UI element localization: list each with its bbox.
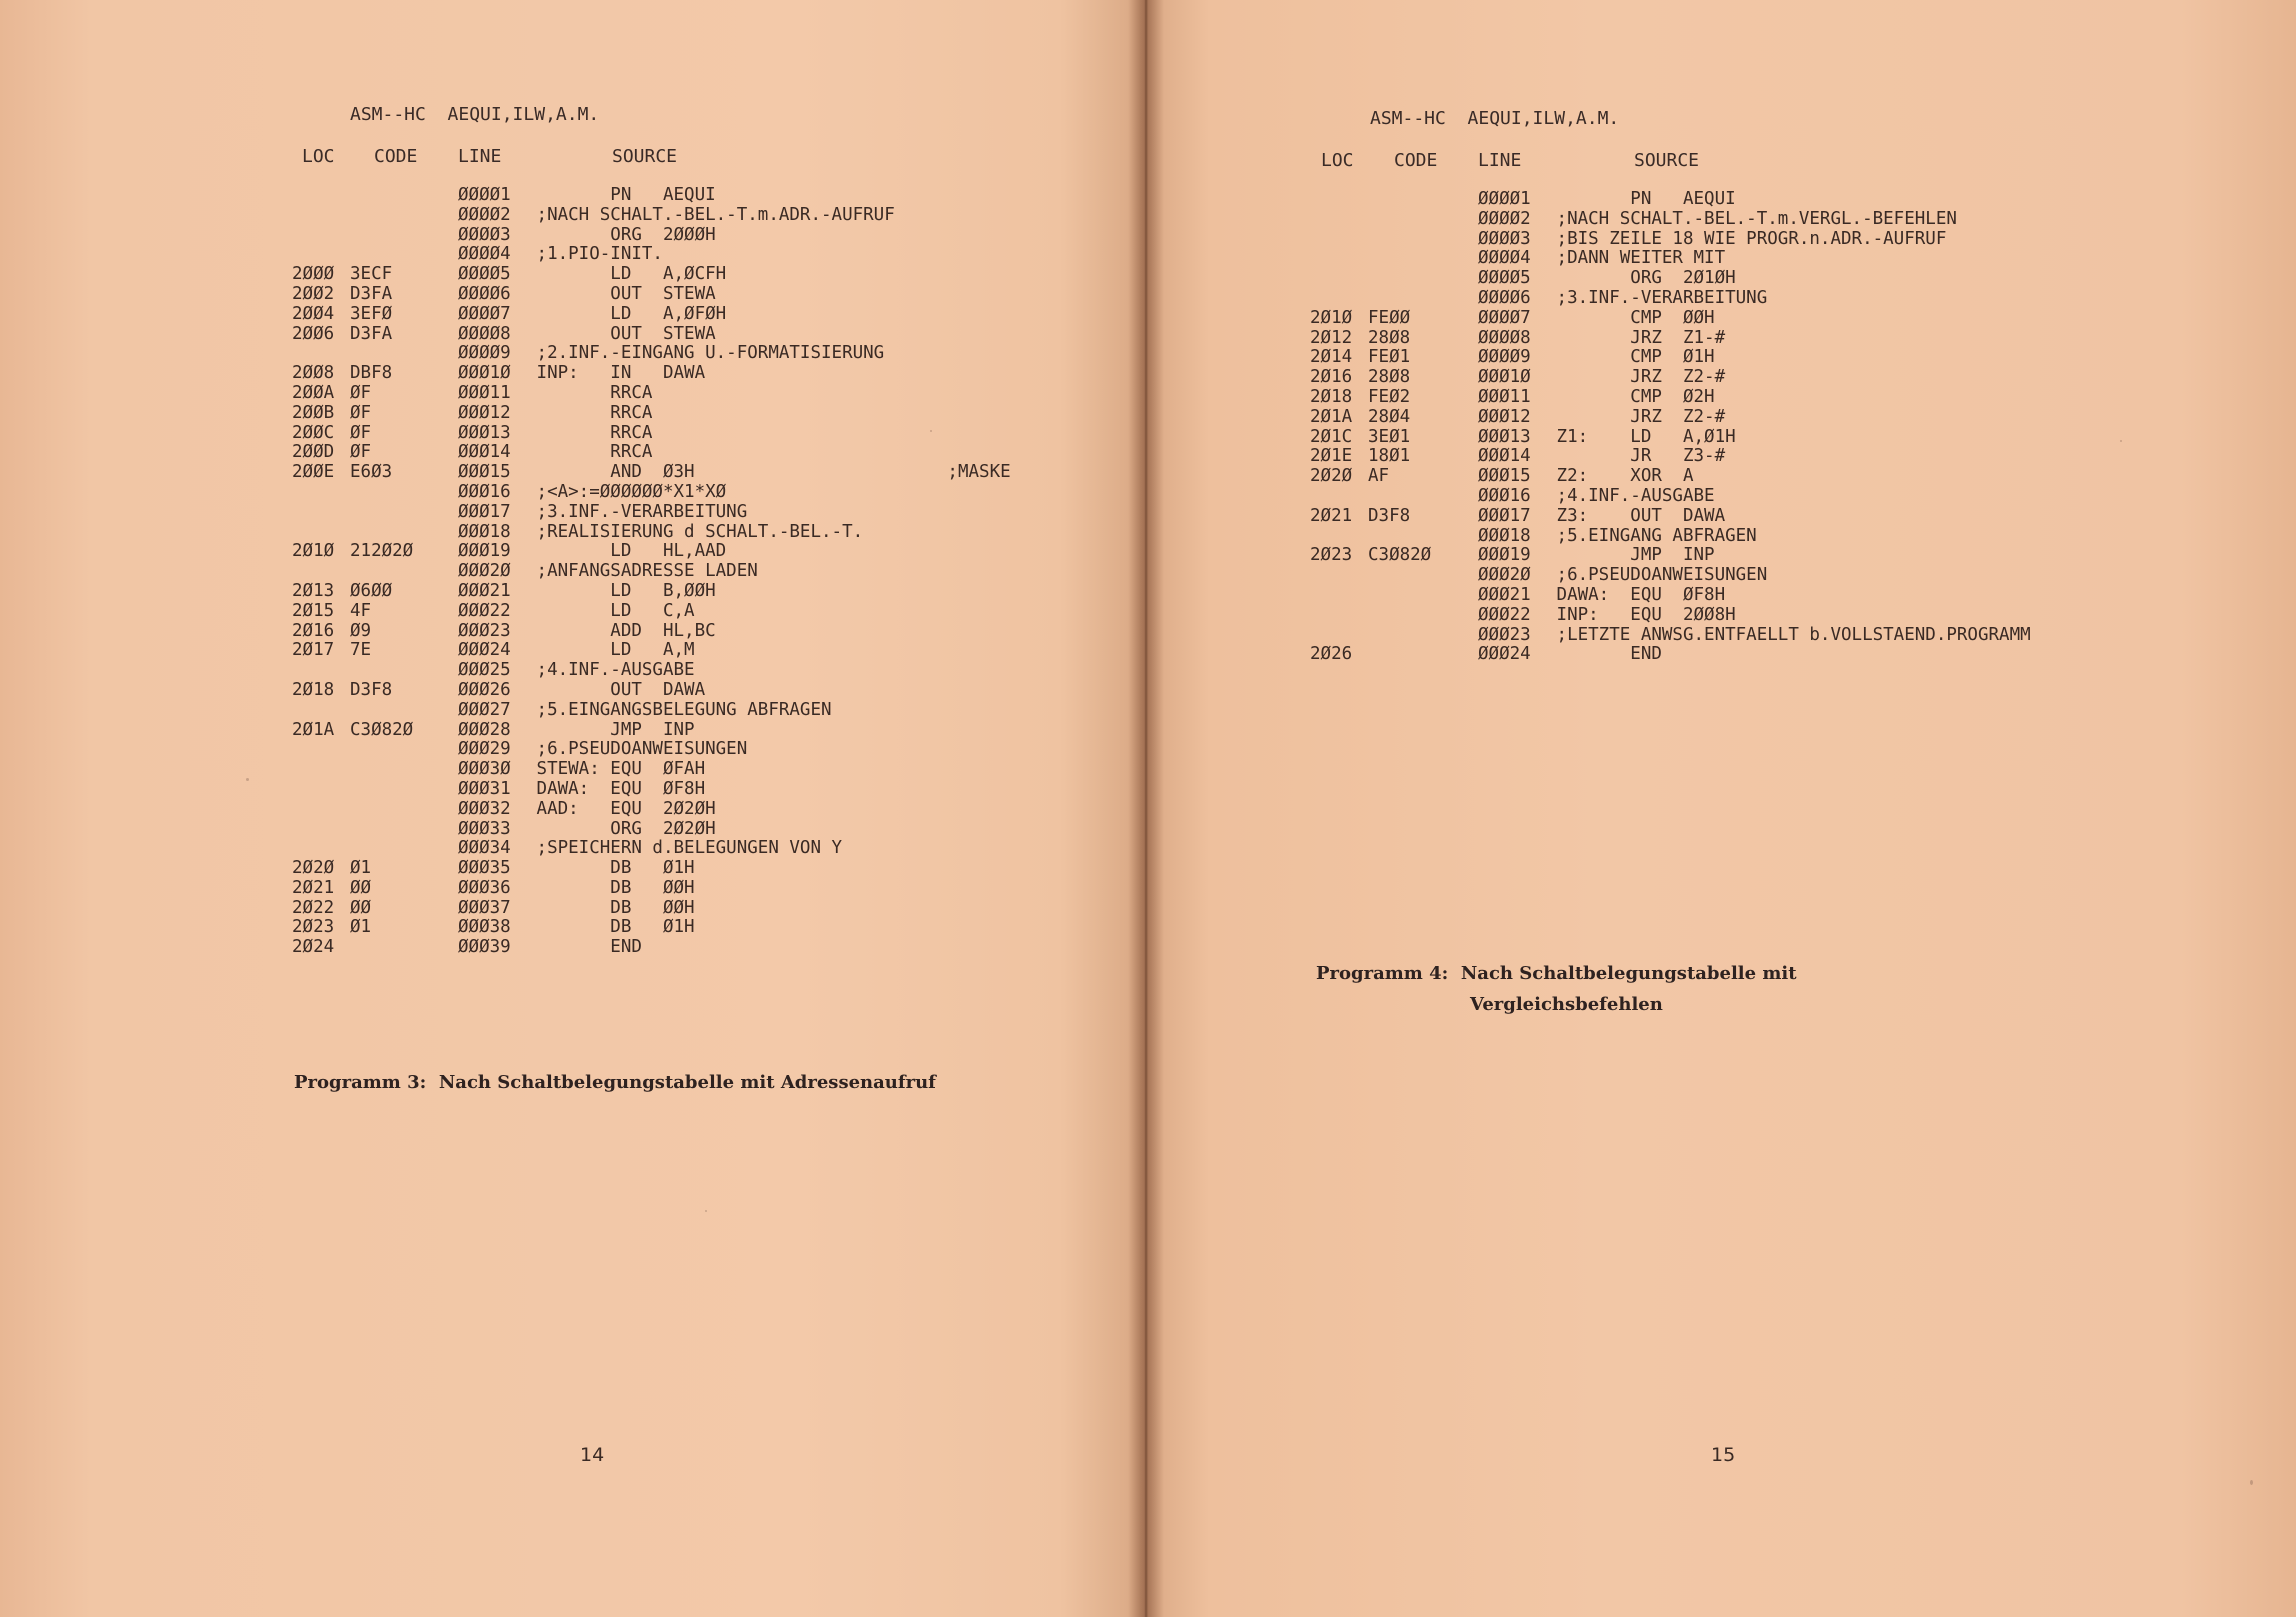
- line-number-cell: ØØØ23: [1478, 624, 1531, 645]
- line-number-cell: ØØØØ8: [458, 323, 511, 344]
- listing-row: [0, 325, 1100, 345]
- source-cell: DAWA: EQU ØF8H: [526, 778, 706, 799]
- listing-row: [0, 721, 1100, 741]
- source-cell: ;LETZTE ANWSG.ENTFAELLT b.VOLLSTAEND.PROGRAMM: [1546, 624, 2031, 645]
- listing-row: [0, 938, 1100, 958]
- caption-label: Programm 3:: [294, 1072, 427, 1093]
- line-number-cell: ØØØ16: [1478, 485, 1531, 506]
- line-number-cell: ØØØ1Ø: [1478, 367, 1531, 388]
- source-cell: ADD HL,BC: [526, 620, 716, 641]
- source-cell: DAWA: EQU ØF8H: [1546, 584, 1726, 605]
- listing-row: [0, 562, 1100, 582]
- code-cell: E6Ø3: [350, 462, 393, 483]
- code-cell: ØF: [350, 402, 372, 423]
- code-cell: ØF: [350, 442, 372, 463]
- line-number-cell: ØØØ29: [458, 739, 511, 760]
- line-number-cell: ØØØ19: [1478, 545, 1531, 566]
- column-source-header: SOURCE: [1634, 150, 1700, 171]
- line-number-cell: ØØØ12: [458, 402, 511, 423]
- code-cell: D3FA: [350, 283, 393, 304]
- listing-row: [0, 226, 1100, 246]
- loc-cell: 2Ø2Ø: [1310, 466, 1353, 487]
- listing-row: [1140, 626, 2260, 646]
- source-cell: ORG 2Ø1ØH: [1546, 268, 1736, 289]
- source-cell: RRCA: [526, 402, 653, 423]
- listing-row: [0, 404, 1100, 424]
- loc-cell: 2Ø1Ø: [1310, 307, 1353, 328]
- line-number-cell: ØØØ13: [1478, 426, 1531, 447]
- line-number-cell: ØØØØ4: [1478, 248, 1531, 269]
- listing-row: [1140, 527, 2260, 547]
- column-line-header: LINE: [1478, 150, 1522, 171]
- listing-row: [1140, 428, 2260, 448]
- left-page: [0, 0, 1140, 1617]
- column-loc-header: LOC: [1321, 150, 1354, 171]
- line-number-cell: ØØØ12: [1478, 406, 1531, 427]
- source-cell: ;<A>:=ØØØØØØ*X1*XØ: [526, 481, 727, 502]
- listing-row: [1140, 566, 2260, 586]
- line-number-cell: ØØØ21: [1478, 584, 1531, 605]
- source-cell: PN AEQUI: [1546, 189, 1736, 209]
- listing-row: [1140, 368, 2260, 388]
- loc-cell: 2ØØD: [292, 442, 335, 463]
- source-cell: ;NACH SCHALT.-BEL.-T.m.VERGL.-BEFEHLEN: [1546, 208, 1957, 229]
- loc-cell: 2Ø1E: [1310, 446, 1353, 467]
- line-number-cell: ØØØ37: [458, 897, 511, 918]
- listing-row: [0, 186, 1100, 206]
- line-number-cell: ØØØ35: [458, 858, 511, 879]
- loc-cell: 2ØØE: [292, 462, 335, 483]
- loc-cell: 2Ø1A: [292, 719, 335, 740]
- caption-label: Programm 4:: [1316, 963, 1449, 984]
- code-cell: 3EØ1: [1368, 426, 1411, 447]
- source-cell: JRZ Z1-#: [1546, 327, 1726, 348]
- source-cell: JR Z3-#: [1546, 446, 1726, 467]
- code-cell: 3ECF: [350, 264, 393, 285]
- source-cell: LD A,M: [526, 640, 695, 661]
- listing-row: [1140, 606, 2260, 626]
- program-caption: [294, 1072, 936, 1093]
- line-number-cell: ØØØ11: [1478, 386, 1531, 407]
- loc-cell: 2ØØB: [292, 402, 335, 423]
- line-number-cell: ØØØ36: [458, 877, 511, 898]
- source-cell: OUT STEWA: [526, 283, 716, 304]
- loc-cell: 2ØØØ: [292, 264, 335, 285]
- source-cell: ORG 2Ø2ØH: [526, 818, 716, 839]
- line-number-cell: ØØØ22: [458, 600, 511, 621]
- source-cell: ;BIS ZEILE 18 WIE PROGR.n.ADR.-AUFRUF: [1546, 228, 1947, 249]
- line-number-cell: ØØØ19: [458, 541, 511, 562]
- source-cell: ;6.PSEUDOANWEISUNGEN: [1546, 565, 1768, 586]
- listing-row: [1140, 546, 2260, 566]
- column-code-header: CODE: [374, 146, 418, 167]
- source-cell: AAD: EQU 2Ø2ØH: [526, 798, 716, 819]
- line-number-cell: ØØØ26: [458, 679, 511, 700]
- source-cell: JMP INP: [526, 719, 695, 740]
- line-number-cell: ØØØØ7: [1478, 307, 1531, 328]
- listing-row: [1140, 210, 2260, 230]
- loc-cell: 2Ø2Ø: [292, 858, 335, 879]
- source-cell: JRZ Z2-#: [1546, 367, 1726, 388]
- listing-row: [0, 681, 1100, 701]
- source-cell: CMP Ø1H: [1546, 347, 1715, 368]
- code-cell: Ø1: [350, 917, 372, 938]
- code-cell: D3F8: [1368, 505, 1411, 526]
- loc-cell: 2Ø1Ø: [292, 541, 335, 562]
- code-cell: AF: [1368, 466, 1390, 487]
- page-number: 15: [1711, 1444, 1736, 1466]
- source-cell: ;4.INF.-AUSGABE: [526, 660, 695, 681]
- code-cell: DBF8: [350, 363, 393, 384]
- source-cell: ;4.INF.-AUSGABE: [1546, 485, 1715, 506]
- caption-text: Nach Schaltbelegungstabelle mit Adressenaufruf: [438, 1072, 936, 1093]
- loc-cell: 2ØØC: [292, 422, 335, 443]
- listing-row: [0, 483, 1100, 503]
- caption-text: Nach Schaltbelegungstabelle mit: [1460, 963, 1797, 984]
- line-number-cell: ØØØ23: [458, 620, 511, 641]
- line-number-cell: ØØØØ4: [458, 244, 511, 265]
- listing-row: [1140, 269, 2260, 289]
- line-number-cell: ØØØ2Ø: [458, 561, 511, 582]
- line-number-cell: ØØØØ9: [458, 343, 511, 364]
- line-number-cell: ØØØ21: [458, 580, 511, 601]
- source-cell: OUT STEWA: [526, 323, 716, 344]
- listing-row: [0, 800, 1100, 820]
- code-cell: 28Ø8: [1368, 367, 1411, 388]
- line-number-cell: ØØØØ8: [1478, 327, 1531, 348]
- listing-row: [1140, 408, 2260, 428]
- line-number-cell: ØØØØ2: [1478, 208, 1531, 229]
- right-page: [1140, 0, 2296, 1617]
- listing-row: [0, 622, 1100, 642]
- listing-row: [0, 602, 1100, 622]
- listing-row: [1140, 447, 2260, 467]
- listing-row: [0, 523, 1100, 543]
- program-caption: [1316, 963, 1797, 984]
- line-number-cell: ØØØØ6: [1478, 287, 1531, 308]
- loc-cell: 2Ø15: [292, 600, 335, 621]
- listing-row: [0, 859, 1100, 879]
- line-number-cell: ØØØ27: [458, 699, 511, 720]
- source-cell: STEWA: EQU ØFAH: [526, 759, 706, 780]
- source-cell: LD C,A: [526, 600, 695, 621]
- loc-cell: 2ØØ4: [292, 303, 335, 324]
- code-cell: 7E: [350, 640, 372, 661]
- loc-cell: 2Ø16: [292, 620, 335, 641]
- source-cell: ORG 2ØØØH: [526, 224, 716, 245]
- listing-row: [1140, 289, 2260, 309]
- listing-row: [1140, 348, 2260, 368]
- code-cell: Ø9: [350, 620, 372, 641]
- source-cell: CMP Ø2H: [1546, 386, 1715, 407]
- source-cell: AND Ø3H ;MASKE: [526, 462, 1011, 483]
- source-cell: ;2.INF.-EINGANG U.-FORMATISIERUNG: [526, 343, 885, 364]
- code-cell: 18Ø1: [1368, 446, 1411, 467]
- column-code-header: CODE: [1394, 150, 1438, 171]
- line-number-cell: ØØØ1Ø: [458, 363, 511, 384]
- listing-row: [0, 305, 1100, 325]
- line-number-cell: ØØØ14: [1478, 446, 1531, 467]
- source-cell: INP: EQU 2ØØ8H: [1546, 604, 1736, 625]
- code-cell: Ø1: [350, 858, 372, 879]
- source-cell: ;REALISIERUNG d SCHALT.-BEL.-T.: [526, 521, 864, 542]
- paper-speck: [2120, 440, 2122, 442]
- listing-row: [0, 344, 1100, 364]
- loc-cell: 2ØØ6: [292, 323, 335, 344]
- code-cell: C3Ø82Ø: [1368, 545, 1432, 566]
- column-source-header: SOURCE: [612, 146, 678, 167]
- listing-row: [0, 879, 1100, 899]
- source-cell: LD HL,AAD: [526, 541, 727, 562]
- source-cell: DB ØØH: [526, 897, 695, 918]
- listing-row: [0, 285, 1100, 305]
- source-cell: RRCA: [526, 382, 653, 403]
- paper-speck: [930, 430, 932, 432]
- listing-row: [1140, 507, 2260, 527]
- code-cell: 3EFØ: [350, 303, 393, 324]
- listing-row: [1140, 487, 2260, 507]
- line-number-cell: ØØØ25: [458, 660, 511, 681]
- listing-row: [1140, 388, 2260, 408]
- line-number-cell: ØØØ39: [458, 937, 511, 958]
- code-cell: C3Ø82Ø: [350, 719, 414, 740]
- line-number-cell: ØØØ38: [458, 917, 511, 938]
- line-number-cell: ØØØ33: [458, 818, 511, 839]
- loc-cell: 2ØØ2: [292, 283, 335, 304]
- line-number-cell: ØØØØ1: [458, 185, 511, 205]
- source-cell: ;3.INF.-VERARBEITUNG: [526, 501, 748, 522]
- line-number-cell: ØØØ31: [458, 778, 511, 799]
- loc-cell: 2Ø1C: [1310, 426, 1353, 447]
- code-cell: D3F8: [350, 679, 393, 700]
- source-cell: ;SPEICHERN d.BELEGUNGEN VON Y: [526, 838, 843, 859]
- loc-cell: 2Ø12: [1310, 327, 1353, 348]
- listing-row: [0, 503, 1100, 523]
- line-number-cell: ØØØ17: [1478, 505, 1531, 526]
- code-cell: ØØ: [350, 877, 372, 898]
- listing-row: [1140, 586, 2260, 606]
- listing-row: [0, 641, 1100, 661]
- listing-row: [0, 384, 1100, 404]
- source-cell: LD B,ØØH: [526, 580, 716, 601]
- column-line-header: LINE: [458, 146, 502, 167]
- line-number-cell: ØØØ32: [458, 798, 511, 819]
- loc-cell: 2Ø22: [292, 897, 335, 918]
- source-cell: INP: IN DAWA: [526, 363, 706, 384]
- listing-row: [0, 899, 1100, 919]
- code-cell: FEØØ: [1368, 307, 1411, 328]
- listing-row: [1140, 309, 2260, 329]
- code-cell: ØF: [350, 422, 372, 443]
- line-number-cell: ØØØØ5: [1478, 268, 1531, 289]
- source-cell: ;ANFANGSADRESSE LADEN: [526, 561, 758, 582]
- source-cell: ;1.PIO-INIT.: [526, 244, 663, 265]
- source-cell: ;DANN WEITER MIT: [1546, 248, 1726, 269]
- page-number: 14: [580, 1444, 605, 1466]
- listing-row: [0, 265, 1100, 285]
- source-cell: DB Ø1H: [526, 858, 695, 879]
- listing-row: [0, 839, 1100, 859]
- source-cell: ;6.PSEUDOANWEISUNGEN: [526, 739, 748, 760]
- loc-cell: 2Ø14: [1310, 347, 1353, 368]
- source-cell: PN AEQUI: [526, 185, 716, 205]
- paper-speck: [2250, 1480, 2253, 1485]
- line-number-cell: ØØØ24: [458, 640, 511, 661]
- source-cell: JMP INP: [1546, 545, 1715, 566]
- program-caption-line-2: Vergleichsbefehlen: [1470, 994, 1663, 1015]
- line-number-cell: ØØØ11: [458, 382, 511, 403]
- line-number-cell: ØØØ17: [458, 501, 511, 522]
- loc-cell: 2Ø26: [1310, 644, 1353, 665]
- line-number-cell: ØØØ34: [458, 838, 511, 859]
- listing-row: [0, 206, 1100, 226]
- source-cell: JRZ Z2-#: [1546, 406, 1726, 427]
- source-cell: OUT DAWA: [526, 679, 706, 700]
- line-number-cell: ØØØ2Ø: [1478, 565, 1531, 586]
- code-cell: ØF: [350, 382, 372, 403]
- paper-speck: [705, 1210, 707, 1212]
- code-cell: FEØ1: [1368, 347, 1411, 368]
- code-cell: Ø6ØØ: [350, 580, 393, 601]
- code-cell: 212Ø2Ø: [350, 541, 414, 562]
- line-number-cell: ØØØØ5: [458, 264, 511, 285]
- line-number-cell: ØØØ28: [458, 719, 511, 740]
- line-number-cell: ØØØØ6: [458, 283, 511, 304]
- line-number-cell: ØØØØ3: [1478, 228, 1531, 249]
- line-number-cell: ØØØ13: [458, 422, 511, 443]
- column-loc-header: LOC: [302, 146, 335, 167]
- listing-row: [1140, 190, 2260, 210]
- source-cell: RRCA: [526, 422, 653, 443]
- listing-row: [1140, 467, 2260, 487]
- listing-row: [1140, 230, 2260, 250]
- loc-cell: 2Ø1A: [1310, 406, 1353, 427]
- line-number-cell: ØØØØ3: [458, 224, 511, 245]
- listing-row: [0, 582, 1100, 602]
- line-number-cell: ØØØ16: [458, 481, 511, 502]
- assembly-listing: [1140, 190, 2260, 665]
- source-cell: ;NACH SCHALT.-BEL.-T.m.ADR.-AUFRUF: [526, 204, 895, 225]
- line-number-cell: ØØØ18: [1478, 525, 1531, 546]
- code-cell: 4F: [350, 600, 372, 621]
- loc-cell: 2Ø18: [1310, 386, 1353, 407]
- listing-row: [0, 424, 1100, 444]
- listing-row: [0, 443, 1100, 463]
- source-cell: Z3: OUT DAWA: [1546, 505, 1726, 526]
- loc-cell: 2Ø16: [1310, 367, 1353, 388]
- line-number-cell: ØØØ22: [1478, 604, 1531, 625]
- line-number-cell: ØØØ24: [1478, 644, 1531, 665]
- line-number-cell: ØØØ15: [458, 462, 511, 483]
- listing-row: [0, 245, 1100, 265]
- code-cell: 28Ø4: [1368, 406, 1411, 427]
- source-cell: END: [526, 937, 642, 958]
- loc-cell: 2ØØA: [292, 382, 335, 403]
- code-cell: D3FA: [350, 323, 393, 344]
- code-cell: ØØ: [350, 897, 372, 918]
- loc-cell: 2ØØ8: [292, 363, 335, 384]
- listing-row: [0, 661, 1100, 681]
- source-cell: ;5.EINGANGSBELEGUNG ABFRAGEN: [526, 699, 832, 720]
- listing-row: [0, 820, 1100, 840]
- source-cell: LD A,ØFØH: [526, 303, 727, 324]
- line-number-cell: ØØØØ7: [458, 303, 511, 324]
- listing-row: [0, 760, 1100, 780]
- source-cell: LD A,ØCFH: [526, 264, 727, 285]
- loc-cell: 2Ø24: [292, 937, 335, 958]
- loc-cell: 2Ø18: [292, 679, 335, 700]
- listing-row: [0, 463, 1100, 483]
- source-cell: RRCA: [526, 442, 653, 463]
- line-number-cell: ØØØ14: [458, 442, 511, 463]
- assembly-listing: [0, 186, 1100, 958]
- source-cell: END: [1546, 644, 1662, 665]
- code-cell: FEØ2: [1368, 386, 1411, 407]
- listing-row: [0, 780, 1100, 800]
- line-number-cell: ØØØØ1: [1478, 189, 1531, 209]
- listing-row: [0, 701, 1100, 721]
- source-cell: DB Ø1H: [526, 917, 695, 938]
- source-cell: Z1: LD A,Ø1H: [1546, 426, 1736, 447]
- line-number-cell: ØØØ3Ø: [458, 759, 511, 780]
- listing-row: [0, 364, 1100, 384]
- loc-cell: 2Ø13: [292, 580, 335, 601]
- loc-cell: 2Ø23: [1310, 545, 1353, 566]
- listing-header: ASM--HC AEQUI,ILW,A.M.: [1370, 108, 1620, 129]
- listing-row: [0, 542, 1100, 562]
- code-cell: 28Ø8: [1368, 327, 1411, 348]
- listing-header: ASM--HC AEQUI,ILW,A.M.: [350, 104, 600, 125]
- line-number-cell: ØØØ18: [458, 521, 511, 542]
- loc-cell: 2Ø17: [292, 640, 335, 661]
- source-cell: Z2: XOR A: [1546, 466, 1694, 487]
- listing-row: [1140, 645, 2260, 665]
- source-cell: ;3.INF.-VERARBEITUNG: [1546, 287, 1768, 308]
- source-cell: CMP ØØH: [1546, 307, 1715, 328]
- line-number-cell: ØØØØ2: [458, 204, 511, 225]
- listing-row: [0, 918, 1100, 938]
- listing-row: [1140, 249, 2260, 269]
- line-number-cell: ØØØ15: [1478, 466, 1531, 487]
- source-cell: ;5.EINGANG ABFRAGEN: [1546, 525, 1757, 546]
- source-cell: DB ØØH: [526, 877, 695, 898]
- line-number-cell: ØØØØ9: [1478, 347, 1531, 368]
- listing-row: [1140, 329, 2260, 349]
- loc-cell: 2Ø23: [292, 917, 335, 938]
- paper-speck: [246, 778, 249, 781]
- loc-cell: 2Ø21: [292, 877, 335, 898]
- listing-row: [0, 740, 1100, 760]
- loc-cell: 2Ø21: [1310, 505, 1353, 526]
- book-gutter: [1128, 0, 1164, 1617]
